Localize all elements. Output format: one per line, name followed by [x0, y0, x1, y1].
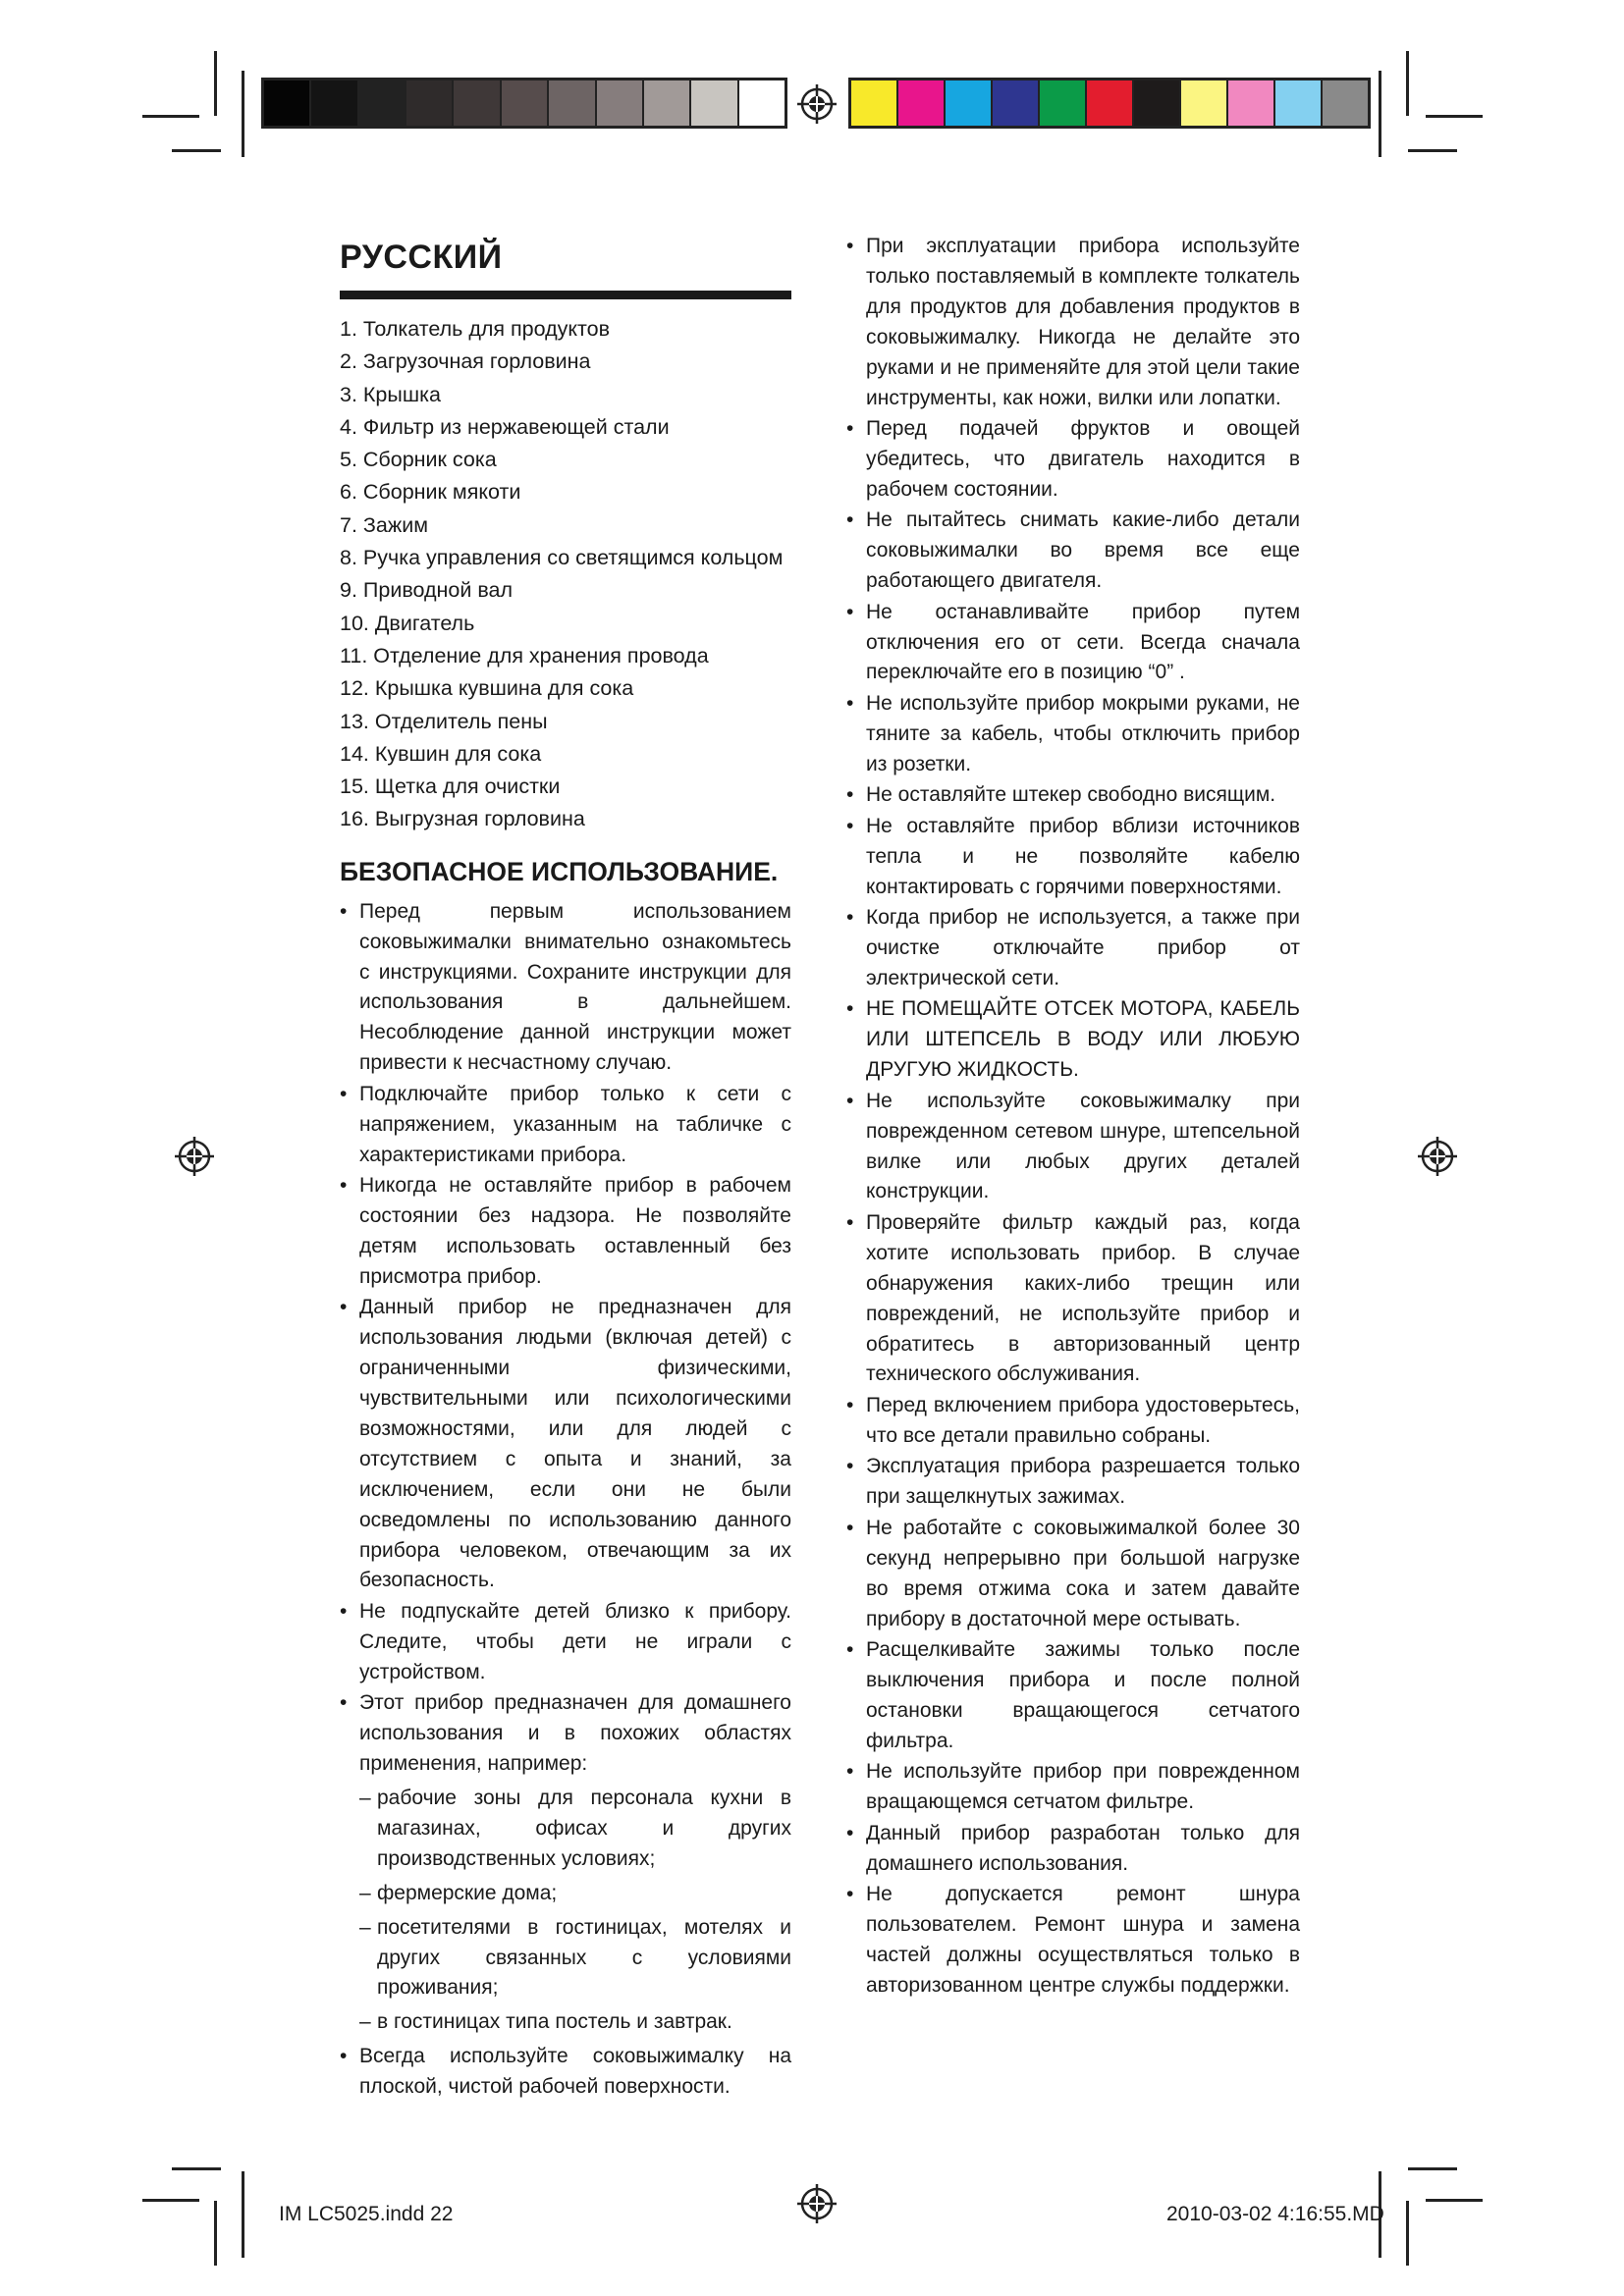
registration-mark-icon: [797, 84, 837, 124]
sub-list-item: – в гостиницах типа постель и завтрак.: [359, 2007, 791, 2038]
grayscale-swatch: [644, 80, 691, 126]
list-item: • Не используйте прибор мокрыми руками, не тяните за кабель, чтобы отключить прибор из розетки.: [846, 689, 1300, 780]
left-column: [340, 232, 791, 2104]
list-item: 2. Загрузочная горловина: [340, 349, 591, 374]
safety-heading: БЕЗОПАСНОЕ ИСПОЛЬЗОВАНИЕ.: [340, 856, 779, 886]
list-item: [340, 1688, 791, 2038]
grayscale-swatch: [549, 80, 596, 126]
process-color-bar: [848, 78, 1371, 129]
list-item: • Подключайте прибор только к сети с напряжением, указанным на табличке с характеристиками прибора.: [340, 1080, 791, 1171]
page-title: РУССКИЙ: [340, 239, 503, 276]
crop-mark: [1426, 2199, 1483, 2202]
registration-mark-icon: [175, 1137, 214, 1176]
warning-list-item: • НЕ ПОМЕЩАЙТЕ ОТСЕК МОТОРА, КАБЕЛЬ ИЛИ ШТЕПСЕЛЬ В ВОДУ ИЛИ ЛЮБУЮ ДРУГУЮ ЖИДКОСТЬ.: [846, 994, 1300, 1086]
list-item: • Перед включением прибора удостоверьтесь, что все детали правильно собраны.: [846, 1391, 1300, 1452]
grayscale-swatch: [406, 80, 454, 126]
parts-list: [340, 313, 791, 836]
list-item: 14. Кувшин для сока: [340, 741, 542, 766]
list-item: • Не используйте соковыжималку при поврежденном сетевом шнуре, штепсельной вилке или любых других деталей конструкции.: [846, 1087, 1300, 1208]
list-item: • Не работайте с соковыжималкой более 30 секунд непрерывно при большой нагрузке во время отжима сока и затем давайте прибору в достаточной мере остывать.: [846, 1514, 1300, 1635]
list-item: 15. Щетка для очистки: [340, 774, 561, 799]
color-swatch: [1087, 80, 1134, 126]
color-swatch: [1275, 80, 1323, 126]
grayscale-swatch: [311, 80, 358, 126]
list-item: 7. Зажим: [340, 512, 429, 537]
list-item: • Не допускается ремонт шнура пользователем. Ремонт шнура и замена частей должны осуществляться только в авторизованном центре службы поддержки.: [846, 1880, 1300, 2002]
list-item: • Данный прибор не предназначен для использования людьми (включая детей) с ограниченными физическими, чувствительными или психологическими возможностями, или для людей с отсутствием с опыта и знаний, за исключением, если они не были осведомлены по использованию данного прибора человеком, отвечающим за их безопасность.: [340, 1293, 791, 1596]
crop-mark: [242, 2171, 244, 2258]
crop-mark: [1406, 2201, 1409, 2266]
grayscale-swatch: [691, 80, 738, 126]
crop-mark: [1408, 149, 1457, 152]
list-item: 13. Отделитель пены: [340, 709, 548, 733]
color-swatch: [1228, 80, 1275, 126]
list-item: 12. Крышка кувшина для сока: [340, 676, 634, 701]
list-item: • Никогда не оставляйте прибор в рабочем состоянии без надзора. Не позволяйте детям использовать оставленный без присмотра прибор.: [340, 1171, 791, 1293]
list-item: • Не пытайтесь снимать какие-либо детали соковыжималки во время все еще работающего двигателя.: [846, 506, 1300, 597]
grayscale-swatch: [264, 80, 311, 126]
crop-mark: [1379, 71, 1381, 157]
list-item: • Перед подачей фруктов и овощей убедитесь, что двигатель находится в рабочем состоянии.: [846, 414, 1300, 506]
list-item: 6. Сборник мякоти: [340, 480, 521, 505]
color-swatch: [946, 80, 993, 126]
safety-list-right: [846, 232, 1300, 2002]
right-column: [846, 232, 1300, 2002]
list-item: 10. Двигатель: [340, 611, 475, 635]
list-item: • Когда прибор не используется, а также при очистке отключайте прибор от электрической сети.: [846, 903, 1300, 994]
list-item: • Не используйте прибор при поврежденном вращающемся сетчатом фильтре.: [846, 1757, 1300, 1818]
color-swatch: [898, 80, 946, 126]
color-swatch: [1323, 80, 1368, 126]
sub-list-item: – рабочие зоны для персонала кухни в магазинах, офисах и других производственных условиях;: [359, 1784, 791, 1875]
grayscale-swatch: [739, 80, 785, 126]
crop-mark: [142, 115, 199, 118]
list-item: • Не останавливайте прибор путем отключения его от сети. Всегда сначала переключайте его в позицию “0” .: [846, 598, 1300, 689]
safety-list-left: [340, 897, 791, 2103]
list-item: • Данный прибор разработан только для домашнего использования.: [846, 1819, 1300, 1880]
list-item: 8. Ручка управления со светящимся кольцом: [340, 546, 784, 570]
list-item: • Расщелкивайте зажимы только после выключения прибора и после полной остановки вращающегося сетчатого фильтра.: [846, 1635, 1300, 1757]
grayscale-swatch: [502, 80, 549, 126]
crop-mark: [172, 149, 221, 152]
color-swatch: [1040, 80, 1087, 126]
list-item: • Не подпускайте детей близко к прибору. Следите, чтобы дети не играли с устройством.: [340, 1597, 791, 1688]
list-item: • Всегда используйте соковыжималку на плоской, чистой рабочей поверхности.: [340, 2042, 791, 2103]
color-swatch: [993, 80, 1040, 126]
list-item: 3. Крышка: [340, 382, 441, 406]
crop-mark: [214, 51, 217, 116]
crop-mark: [172, 2167, 221, 2170]
list-item: • Проверяйте фильтр каждый раз, когда хотите использовать прибор. В случае обнаружения каких-либо трещин или повреждений, не используйте прибор и обратитесь в авторизованный центр технического обслуживания.: [846, 1208, 1300, 1390]
list-item: 1. Толкатель для продуктов: [340, 317, 611, 341]
list-item: 9. Приводной вал: [340, 578, 514, 603]
list-item: • Не оставляйте прибор вблизи источников тепла и не позволяйте кабелю контактировать с горячими поверхностями.: [846, 812, 1300, 903]
color-swatch: [851, 80, 898, 126]
sub-list: [359, 1784, 791, 2038]
list-item: • Эксплуатация прибора разрешается только при защелкнутых зажимах.: [846, 1452, 1300, 1513]
color-swatch: [1134, 80, 1181, 126]
footer-file-name: IM LC5025.indd 22: [279, 2203, 454, 2225]
list-item: 16. Выгрузная горловина: [340, 807, 585, 831]
registration-mark-icon: [1418, 1137, 1457, 1176]
crop-mark: [214, 2201, 217, 2266]
sub-list-item: – фермерские дома;: [359, 1879, 791, 1909]
grayscale-color-bar: [261, 78, 787, 129]
grayscale-swatch: [359, 80, 406, 126]
crop-mark: [1408, 2167, 1457, 2170]
list-item-text: Этот прибор предназначен для домашнего использования и в похожих областях применения, например:: [359, 1691, 791, 1776]
list-item: 11. Отделение для хранения провода: [340, 643, 709, 667]
list-item: 4. Фильтр из нержавеющей стали: [340, 414, 670, 439]
crop-mark: [1406, 51, 1409, 116]
title-underline: [340, 291, 791, 299]
list-item: • Перед первым использованием соковыжималки внимательно ознакомьтесь с инструкциями. Сохраните инструкции для использования в дальнейшем. Несоблюдение данной инструкции может привести к несчастному случаю.: [340, 897, 791, 1079]
list-item: 5. Сборник сока: [340, 448, 497, 472]
grayscale-swatch: [454, 80, 501, 126]
registration-mark-icon: [797, 2184, 837, 2223]
list-item: • При эксплуатации прибора используйте только поставляемый в комплекте толкатель для продуктов для добавления продуктов в соковыжималку. Никогда не делайте это руками и не применяйте для этой цели такие инструменты, как ножи, вилки или лопатки.: [846, 232, 1300, 413]
list-item: • Не оставляйте штекер свободно висящим.: [846, 780, 1300, 811]
sub-list-item: – посетителями в гостиницах, мотелях и других связанных с условиями проживания;: [359, 1913, 791, 2004]
grayscale-swatch: [597, 80, 644, 126]
crop-mark: [1426, 115, 1483, 118]
crop-mark: [142, 2199, 199, 2202]
crop-mark: [242, 71, 244, 157]
color-swatch: [1181, 80, 1228, 126]
footer-timestamp: 2010-03-02 4:16:55.MD: [1166, 2203, 1384, 2225]
